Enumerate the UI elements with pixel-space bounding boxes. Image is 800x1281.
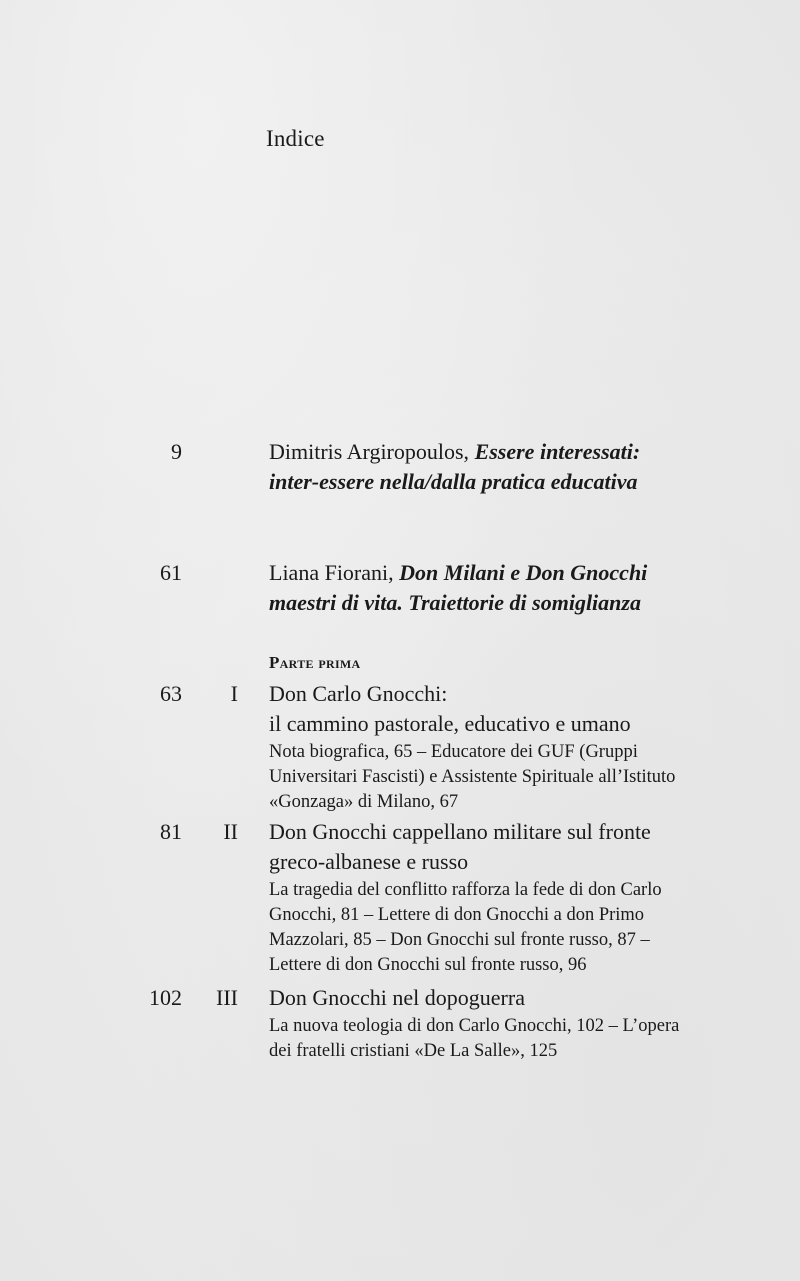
chapter-title-line: Don Gnocchi nel dopoguerra <box>269 985 525 1010</box>
chapter-desc-line: La nuova teologia di don Carlo Gnocchi, 102 – L’opera <box>269 1016 680 1036</box>
page-number: 102 <box>149 985 182 1010</box>
chapter-desc-line: La tragedia del conflitto rafforza la fede di don Carlo <box>269 880 662 900</box>
chapter-content <box>269 983 779 1064</box>
chapter-desc-line: Gnocchi, 81 – Lettere di don Gnocchi a don Primo <box>269 905 645 925</box>
chapter-desc-line: «Gonzaga» di Milano, 67 <box>269 792 459 812</box>
page-number: 63 <box>160 681 182 706</box>
chapter-title-line: Don Gnocchi cappellano militare sul fronte <box>269 819 651 844</box>
entry-author: Dimitris Argiropoulos, <box>269 439 475 464</box>
entry-title-line: inter-essere nella/dalla pratica educativa <box>269 469 638 494</box>
entry-first-line <box>269 558 779 588</box>
page-title: Indice <box>266 126 325 151</box>
chapter-title-line: Don Carlo Gnocchi: <box>269 681 448 706</box>
part-label: Parte prima <box>269 653 361 672</box>
chapter-numeral: I <box>230 681 238 706</box>
chapter-content <box>269 679 779 815</box>
chapter-numeral: II <box>223 819 238 844</box>
chapter-desc-line: Nota biografica, 65 – Educatore dei GUF (Gruppi <box>269 742 638 762</box>
chapter-content <box>269 817 779 978</box>
entry-title-line: Don Milani e Don Gnocchi <box>399 560 648 585</box>
chapter-desc-line: dei fratelli cristiani «De La Salle», 125 <box>269 1041 558 1061</box>
chapter-title-line: greco-albanese e russo <box>269 849 469 874</box>
page-number: 9 <box>171 439 182 464</box>
chapter-desc-line: Universitari Fascisti) e Assistente Spirituale all’Istituto <box>269 767 676 787</box>
entry-first-line <box>269 437 779 467</box>
chapter-desc-line: Lettere di don Gnocchi sul fronte russo, 96 <box>269 955 587 975</box>
entry-content <box>269 437 779 497</box>
chapter-desc-line: Mazzolari, 85 – Don Gnocchi sul fronte russo, 87 – <box>269 930 650 950</box>
page-number: 81 <box>160 819 182 844</box>
entry-title-line: maestri di vita. Traiettorie di somiglianza <box>269 590 641 615</box>
chapter-numeral: III <box>216 985 238 1010</box>
chapter-title-line: il cammino pastorale, educativo e umano <box>269 711 631 736</box>
entry-author: Liana Fiorani, <box>269 560 400 585</box>
page-number: 61 <box>160 560 182 585</box>
entry-content <box>269 558 779 618</box>
entry-title-line: Essere interessati: <box>474 439 641 464</box>
